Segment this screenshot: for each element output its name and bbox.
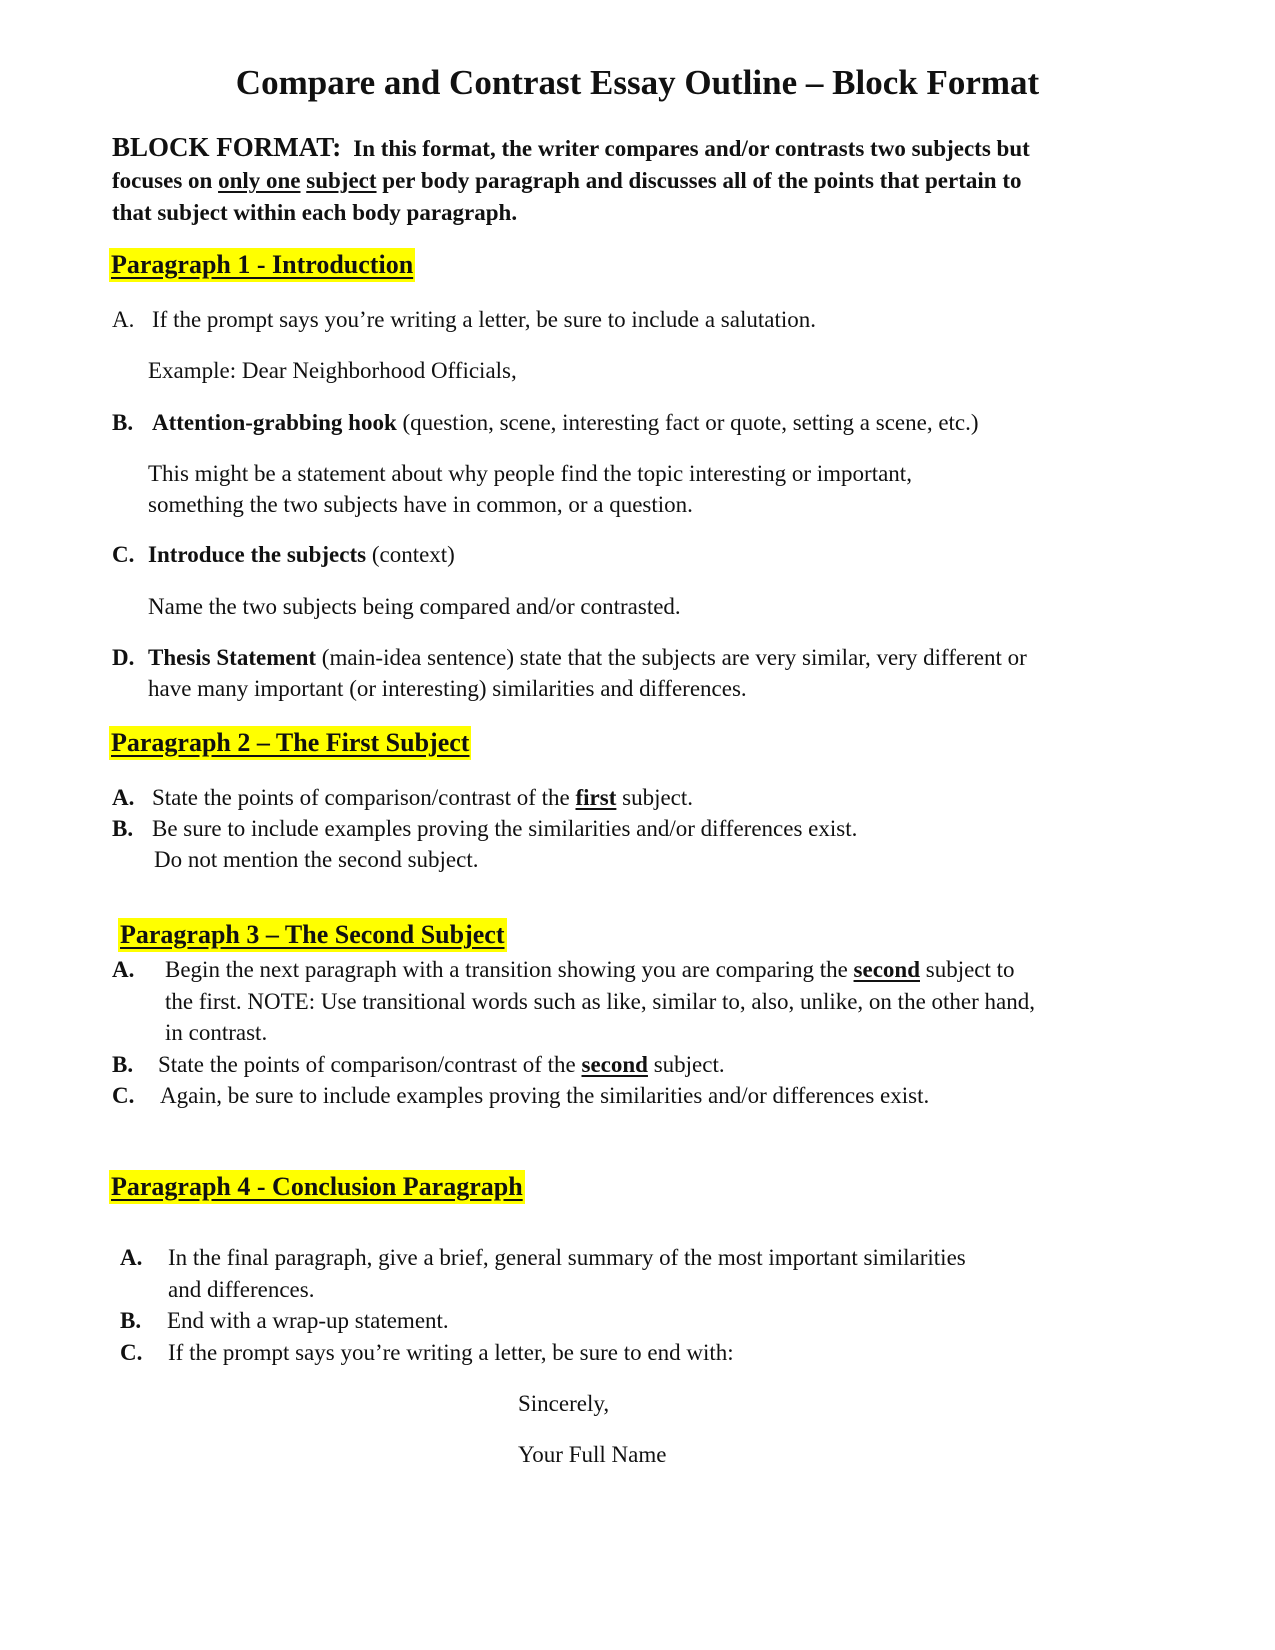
page-title: Compare and Contrast Essay Outline – Block Format [235,63,1040,102]
p3-b-letter: B. [112,1052,134,1077]
block-format-intro-line1 [112,132,1030,163]
heading-paragraph-4: Paragraph 4 - Conclusion Paragraph [109,1170,525,1204]
only-one-underlined: only one [218,168,301,193]
p1-a-letter: A. [112,307,135,332]
heading-paragraph-2: Paragraph 2 – The First Subject [109,726,471,760]
p2-b-letter: B. [112,816,134,841]
p1-c-letter: C. [112,542,135,567]
p1-b-line2: something the two subjects have in common, or a question. [148,492,693,517]
p1-item-a: A. If the prompt says you’re writing a letter, be sure to include a salutation. [112,305,816,335]
p2-a-letter: A. [112,785,135,810]
p1-a-example: Example: Dear Neighborhood Officials, [148,358,517,383]
p3-item-c: C. Again, be sure to include examples proving the similarities and/or differences exist. [112,1081,929,1111]
p3-item-a: A. Begin the next paragraph with a transition showing you are comparing the second subject to [112,955,1015,985]
closing-sincerely: Sincerely, [518,1391,610,1416]
p3-item-b: B. State the points of comparison/contrast of the second subject. [112,1050,725,1080]
second-emphasis-b: second [581,1052,648,1077]
subject-underlined: subject [306,168,377,193]
closing-name: Your Full Name [518,1442,667,1467]
first-emphasis: first [575,785,617,810]
p4-c-letter: C. [120,1340,143,1365]
p1-c-line: Name the two subjects being compared and/or contrasted. [148,594,681,619]
block-format-intro-line2: focuses on only one subject per body paragraph and discusses all of the points that pertain to [112,168,1022,193]
p4-item-a: A. In the final paragraph, give a brief, general summary of the most important similarities [120,1243,966,1273]
heading-paragraph-1: Paragraph 1 - Introduction [109,248,415,282]
p3-c-letter: C. [112,1083,135,1108]
p1-d-letter: D. [112,645,135,670]
p3-a-letter: A. [112,957,135,982]
p1-item-d: D. Thesis Statement (main-idea sentence) state that the subjects are very similar, very different or [112,643,1027,673]
block-format-text: In this format, the writer compares and/or contrasts two subjects but [353,136,1030,161]
p1-item-b: B. Attention-grabbing hook (question, scene, interesting fact or quote, setting a scene, etc.) [112,408,979,438]
heading-paragraph-3: Paragraph 3 – The Second Subject [118,918,507,952]
p2-item-b: B. Be sure to include examples proving the similarities and/or differences exist. [112,814,857,844]
p2-item-a: A. State the points of comparison/contrast of the first subject. [112,783,693,813]
p4-item-c: C. If the prompt says you’re writing a letter, be sure to end with: [120,1338,734,1368]
p1-item-c: C. Introduce the subjects (context) [112,540,455,570]
block-format-label: BLOCK FORMAT: [112,132,342,162]
p3-a-line2: the first. NOTE: Use transitional words such as like, similar to, also, unlike, on the other hand, [165,989,1036,1014]
block-format-intro-line3: that subject within each body paragraph. [112,200,518,225]
p1-d-line2: have many important (or interesting) similarities and differences. [148,676,747,701]
p1-b-line1: This might be a statement about why people find the topic interesting or important, [148,461,912,486]
p4-b-letter: B. [120,1308,142,1333]
p2-b-line2: Do not mention the second subject. [154,847,479,872]
p3-a-line3: in contrast. [165,1020,268,1045]
p1-b-letter: B. [112,410,134,435]
p4-a-line2: and differences. [168,1277,315,1302]
second-emphasis: second [853,957,920,982]
p4-a-letter: A. [120,1245,143,1270]
p4-item-b: B. End with a wrap-up statement. [120,1306,449,1336]
